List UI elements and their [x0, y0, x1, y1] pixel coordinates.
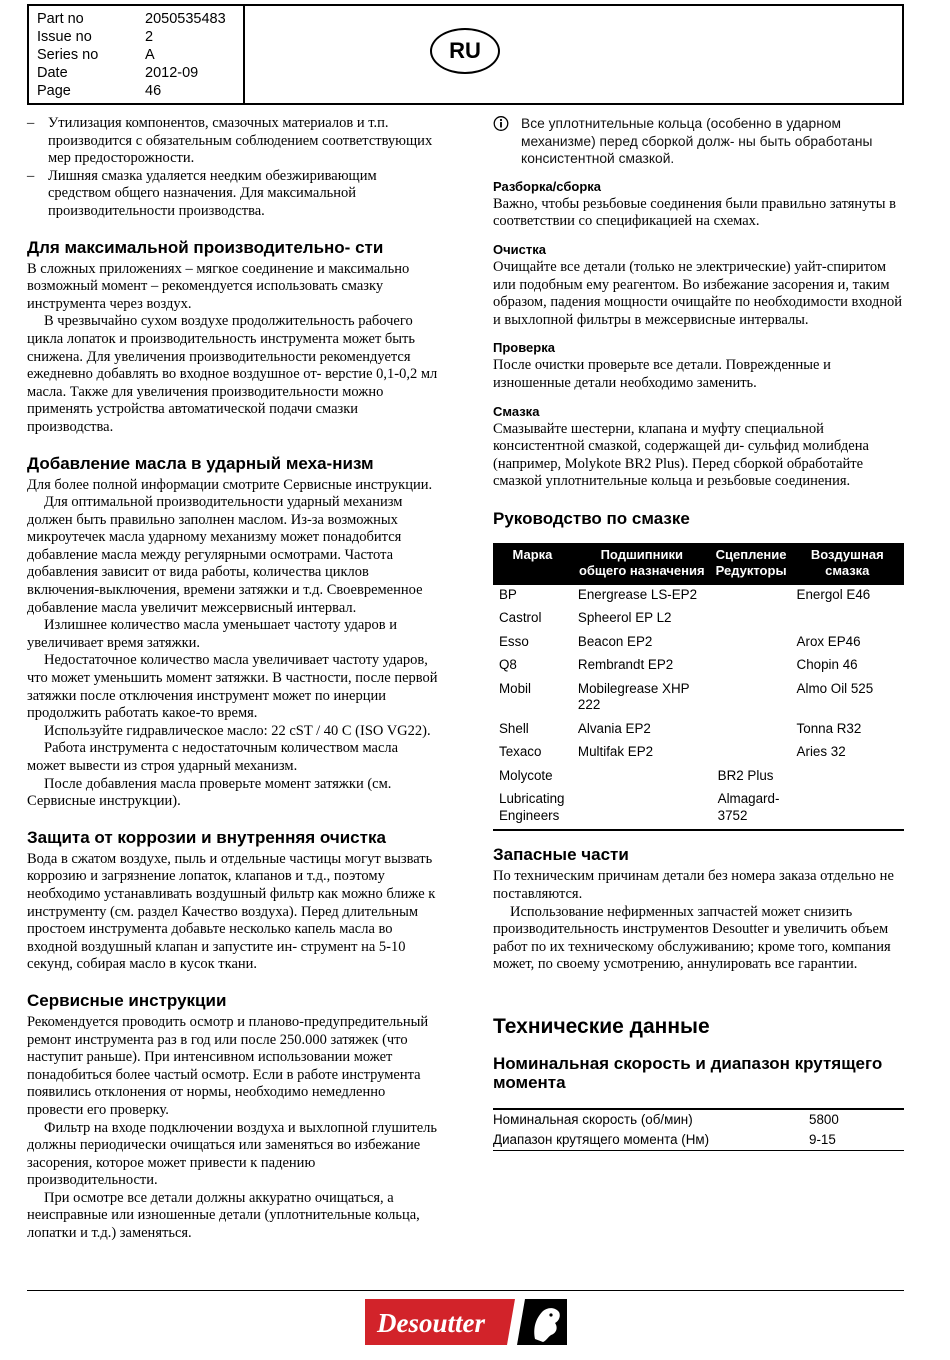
info-row-part: Part no 2050535483: [37, 11, 226, 27]
table-row: [493, 719, 904, 743]
section-heading: Для максимальной производительно- сти: [27, 237, 384, 257]
table-cell: Q8: [499, 657, 517, 673]
table-cell: BR2 Plus: [717, 767, 774, 783]
table-row: [493, 655, 904, 679]
info-row-date: Date 2012-09: [37, 65, 199, 81]
table-cell: [712, 742, 791, 766]
technical-data-table: [493, 1108, 904, 1151]
table-cell: Energrease LS-EP2: [577, 586, 698, 602]
subheading: Разборка/сборка: [493, 178, 601, 194]
section-heading: Руководство по смазке: [493, 508, 690, 528]
paragraph: Используйте гидравлическое масло: 22 cST / 40 C (ISO VG22).: [44, 722, 431, 739]
paragraph: Излишнее количество масла уменьшает частоту ударов и увеличивает время затяжки.: [27, 617, 398, 651]
table-body: [493, 585, 904, 831]
document-header: [27, 4, 904, 105]
table-cell: Lubricating Engineers: [493, 789, 572, 830]
list-item: – Утилизация компонентов, смазочных материалов и т.п. производится с обязательным соблюдением соответствующих мер предосторожности.: [27, 115, 433, 167]
table-cell: [791, 608, 904, 632]
table-cell: Esso: [499, 633, 529, 649]
table-cell: [572, 766, 712, 790]
table-row: [493, 632, 904, 656]
table-cell: Shell: [499, 720, 529, 736]
table-cell: 5800: [809, 1109, 904, 1130]
table-cell: Almagard-3752: [712, 789, 791, 830]
table-cell: Mobilegrease XHP 222: [577, 680, 690, 713]
paragraph: Для более полной информации смотрите Сервисные инструкции.: [27, 476, 433, 493]
paragraph: В чрезвычайно сухом воздухе продолжительность рабочего цикла лопаток и производительность инструмента может быть снижена. Для увеличения производительности рекомендуется ежедневно добавлять во входное воздушное от- верстие 0,1-0,2 мл масла. Также для увеличения производительности можно применять устройства автоматической подачи смазки производства.: [27, 313, 438, 435]
paragraph: Важно, чтобы резьбовые соединения были правильно затянуты в соответствии со спецификацией на схемах.: [493, 195, 896, 230]
paragraph: Вода в сжатом воздухе, пыль и отдельные частицы могут вызвать коррозию и загрязнение лопаток, клапанов и т.д., поэтому необходимо устанавливать воздушный фильтр как можно ближе к инструменту (см. раздел Качество воздуха). Перед длительным простоем инструмента добавьте несколько капель масла во входной воздушный клапан и запустите ин- струмент на 5-10 секунд, собирая масло в кусок ткани.: [27, 850, 436, 973]
table-cell: Aries 32: [796, 744, 846, 760]
table-row: [493, 1130, 904, 1151]
lubrication-table: [493, 543, 904, 832]
subheading: Смазка: [493, 403, 540, 419]
info-row-issue: Issue no 2: [37, 29, 154, 45]
table-row: [493, 1109, 904, 1130]
info-row-series: Series no A: [37, 47, 155, 63]
paragraph: Работа инструмента с недостаточным количеством масла может вывести из строя ударный механизм.: [27, 740, 399, 774]
subheading: Очистка: [493, 241, 546, 257]
info-row-page: Page 46: [37, 83, 162, 99]
table-cell: [791, 766, 904, 790]
table-cell: [712, 719, 791, 743]
table-cell: Tonna R32: [796, 720, 862, 736]
section-heading: Запасные части: [493, 845, 629, 865]
paragraph: Использование нефирменных запчастей может снизить производительность инструментов Desoutter и увеличить объем работ по их техническому обслуживанию; кроме того, компания может, по своему усмотрению, аннулировать все гарантии.: [493, 903, 891, 973]
table-cell: Alvania EP2: [577, 720, 651, 736]
column-header: Сцепление Редукторы: [712, 543, 791, 585]
paragraph: После очистки проверьте все детали. Поврежденные и изношенные детали необходимо заменить.: [493, 357, 831, 391]
table-header-row: [493, 543, 904, 585]
table-cell: Диапазон крутящего момента (Нм): [493, 1130, 809, 1151]
column-header: Воздушная смазка: [791, 543, 904, 585]
list-item: – Лишняя смазка удаляется неедким обезжиривающим средством общего назначения. Для максимальной производительности производства.: [27, 167, 377, 219]
table-row: [493, 585, 904, 609]
logo-text: Desoutter: [377, 1308, 485, 1338]
table-cell: Almo Oil 525: [796, 680, 874, 696]
paragraph: В сложных приложениях – мягкое соединение и максимально возможный момент – рекомендуется использовать смазку инструмента через воздух.: [27, 260, 410, 312]
table-cell: Mobil: [499, 680, 531, 696]
table-cell: BP: [499, 586, 517, 602]
section-heading: Номинальная скорость и диапазон крутящего момента: [493, 1053, 883, 1092]
subheading: Проверка: [493, 340, 555, 356]
table-row: [493, 766, 904, 790]
column-header: Подшипники общего назначения: [572, 543, 712, 585]
document-info: [29, 6, 245, 103]
paragraph: Для оптимальной производительности ударный механизм должен быть правильно заполнен маслом. Из-за возможных микроутечек масла ударному механизму может понадобится добавление масла между регулярными осмотрами. Частота добавления зависит от вида работы, количества циклов включения-выключения, времени затяжки и т.д. Своевременное добавление масла увеличит межсервисный интервал.: [27, 494, 423, 616]
table-row: [493, 789, 904, 830]
paragraph: Смазывайте шестерни, клапана и муфту специальной консистентной смазкой, содержащей ди- сульфид молибдена (например, Molykote BR2 Plus). Перед сборкой обработайте смазкой уплотнительные кольца и резьбовые соединения.: [493, 420, 869, 490]
table-cell: 9-15: [809, 1130, 904, 1151]
section-title: Технические данные: [493, 1014, 710, 1038]
language-badge: RU: [430, 28, 500, 74]
table-cell: [791, 789, 904, 830]
table-cell: Rembrandt EP2: [577, 657, 674, 673]
table-cell: Номинальная скорость (об/мин): [493, 1109, 809, 1130]
table-cell: [712, 608, 791, 632]
table-cell: [712, 585, 791, 609]
table-row: [493, 679, 904, 719]
footer-rule: [27, 1290, 904, 1291]
paragraph: Очищайте все детали (только не электрические) уайт-спиритом или подобным ему реагентом. Во избежание засорения и, таким образом, падения мощности очищайте по необходимости входной и выхлопной фильтры в межсервисные интервалы.: [493, 258, 903, 328]
table-cell: [572, 789, 712, 830]
section-heading: Сервисные инструкции: [27, 990, 227, 1010]
table-cell: Beacon EP2: [577, 633, 653, 649]
paragraph: Рекомендуется проводить осмотр и планово-предупредительный ремонт инструмента раз в год или после 250.000 затяжек (что наступит раньше). При интенсивном использовании может понадобиться более частый осмотр. Если в работе инструмента появились отклонения от нормы, необходимо немедленно провести его проверку.: [27, 1013, 429, 1118]
left-column: [27, 115, 438, 1243]
table-cell: [712, 632, 791, 656]
table-row: [493, 742, 904, 766]
table-cell: [712, 679, 791, 719]
table-cell: Castrol: [499, 610, 542, 626]
info-book-icon: [493, 115, 521, 168]
column-header: Марка: [493, 543, 572, 585]
desoutter-logo: [365, 1299, 567, 1345]
table-cell: [712, 655, 791, 679]
table-cell: Spheerol EP L2: [577, 610, 672, 626]
paragraph: При осмотре все детали должны аккуратно очищаться, а неисправные или изношенные детали (уплотнительные кольца, лопатки и т.д.) заменяться.: [27, 1189, 420, 1242]
right-column: [493, 115, 904, 1151]
table-cell: Texaco: [499, 744, 542, 760]
section-heading: Добавление масла в ударный меха-низм: [27, 453, 374, 473]
section-heading: Защита от коррозии и внутренняя очистка: [27, 827, 386, 847]
table-cell: Molycote: [499, 767, 553, 783]
bullet-list: [27, 115, 438, 221]
paragraph: Недостаточное количество масла увеличивает частоту ударов, что может уменьшить момент затяжки. В частности, после первой затяжки после отключения инструмент может по инерции продолжить работать какое-то время.: [27, 652, 438, 722]
table-cell: Chopin 46: [796, 657, 858, 673]
table-cell: Arox EP46: [796, 633, 861, 649]
table-cell: Multifak EP2: [577, 744, 654, 760]
paragraph: После добавления масла проверьте момент затяжки (см. Сервисные инструкции).: [27, 775, 392, 810]
info-note: Все уплотнительные кольца (особенно в ударном механизме) перед сборкой долж- ны быть обработаны консистентной смазкой.: [493, 115, 904, 168]
paragraph: Фильтр на входе подключении воздуха и выхлопной глушитель должны периодически очищаться или заменяться во избежание засорения, которое может привести к падению производительности.: [27, 1119, 438, 1189]
table-row: [493, 608, 904, 632]
table-cell: Energol E46: [796, 586, 871, 602]
paragraph: По техническим причинам детали без номера заказа отдельно не поставляются.: [493, 868, 894, 902]
